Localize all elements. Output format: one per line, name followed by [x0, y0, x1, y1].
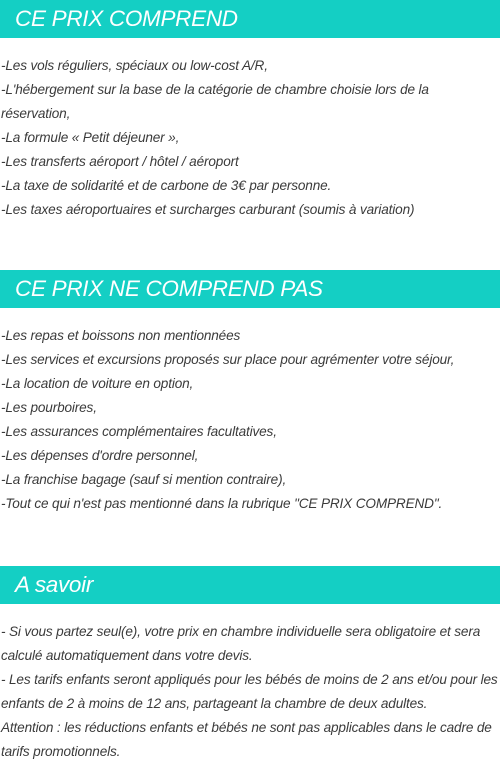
- list-item: -Les services et excursions proposés sur place pour agrémenter votre séjour,: [1, 352, 455, 367]
- list-item: -La franchise bagage (sauf si mention contraire),: [1, 472, 287, 487]
- section-title: CE PRIX COMPREND: [15, 6, 238, 31]
- list-item: -La formule « Petit déjeuner »,: [1, 130, 180, 145]
- list-item: -Les assurances complémentaires facultatives,: [1, 424, 277, 439]
- section-header-info: [0, 566, 500, 604]
- section-body-excludes: [1, 324, 500, 516]
- section-title: A savoir: [15, 572, 94, 597]
- list-item: -Les taxes aéroportuaires et surcharges carburant (soumis à variation): [1, 202, 415, 217]
- info-paragraph: Attention : les réductions enfants et bébés ne sont pas applicables dans le cadre de tarifs promotionnels.: [1, 720, 492, 759]
- info-paragraph: - Les tarifs enfants seront appliqués pour les bébés de moins de 2 ans et/ou pour les enfants de 2 à moins de 12 ans, partageant la chambre de deux adultes.: [1, 672, 498, 711]
- section-body-includes: [1, 54, 500, 222]
- section-header-includes: [0, 0, 500, 38]
- list-item: -La taxe de solidarité et de carbone de 3€ par personne.: [1, 178, 332, 193]
- section-header-excludes: [0, 270, 500, 308]
- list-item: -L'hébergement sur la base de la catégorie de chambre choisie lors de la réservation,: [1, 82, 429, 121]
- list-item: -Les repas et boissons non mentionnées: [1, 328, 241, 343]
- section-title: CE PRIX NE COMPREND PAS: [15, 276, 323, 301]
- list-item: -Tout ce qui n'est pas mentionné dans la rubrique "CE PRIX COMPREND".: [1, 496, 443, 511]
- info-paragraph: - Si vous partez seul(e), votre prix en chambre individuelle sera obligatoire et sera calculé automatiquement dans votre devis.: [1, 624, 481, 663]
- section-body-info: [1, 620, 500, 764]
- list-item: -La location de voiture en option,: [1, 376, 194, 391]
- list-item: -Les transferts aéroport / hôtel / aéroport: [1, 154, 239, 169]
- list-item: -Les vols réguliers, spéciaux ou low-cost A/R,: [1, 58, 268, 73]
- list-item: -Les pourboires,: [1, 400, 97, 415]
- list-item: -Les dépenses d'ordre personnel,: [1, 448, 199, 463]
